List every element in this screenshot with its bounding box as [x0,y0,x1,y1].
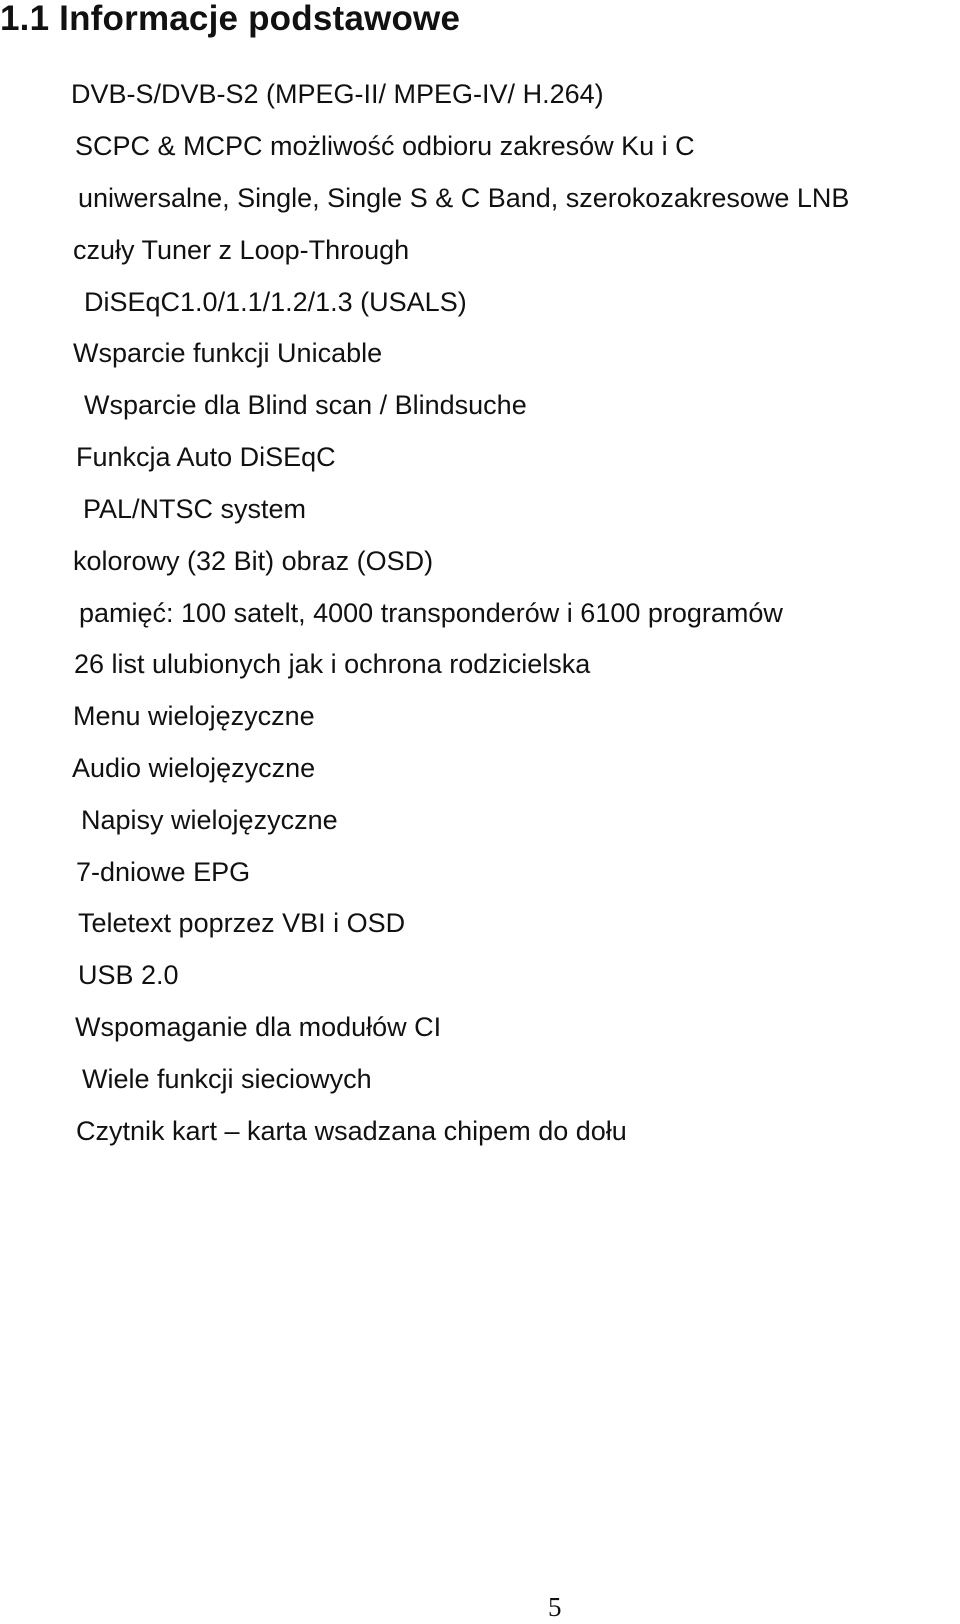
feature-item: Menu wielojęzyczne [73,701,315,731]
feature-item: pamięć: 100 satelt, 4000 transponderów i 6100 programów [79,598,783,628]
feature-item: 26 list ulubionych jak i ochrona rodzicielska [74,649,591,679]
feature-item: DiSEqC1.0/1.1/1.2/1.3 (USALS) [84,287,467,317]
section-title: 1.1 Informacje podstawowe [0,0,461,38]
feature-item: 7-dniowe EPG [76,857,251,887]
feature-item: SCPC & MCPC możliwość odbioru zakresów Ku i C [75,131,695,161]
feature-item: kolorowy (32 Bit) obraz (OSD) [73,546,434,576]
feature-item: PAL/NTSC system [83,494,307,524]
feature-item: Teletext poprzez VBI i OSD [78,908,406,938]
feature-item: Napisy wielojęzyczne [81,805,338,835]
feature-item: Wspomaganie dla modułów CI [75,1012,442,1042]
feature-item: DVB-S/DVB-S2 (MPEG-II/ MPEG-IV/ H.264) [71,79,604,109]
feature-item: USB 2.0 [78,960,179,990]
feature-item: Funkcja Auto DiSEqC [76,442,336,472]
feature-item: Audio wielojęzyczne [72,753,316,783]
feature-item: Wsparcie dla Blind scan / Blindsuche [84,390,527,420]
feature-item: czuły Tuner z Loop-Through [73,235,410,265]
feature-item: Czytnik kart – karta wsadzana chipem do dołu [76,1116,627,1146]
feature-item: Wiele funkcji sieciowych [82,1064,372,1094]
page-number: 5 [548,1592,562,1622]
feature-item: uniwersalne, Single, Single S & C Band, szerokozakresowe LNB [78,183,850,213]
feature-item: Wsparcie funkcji Unicable [73,338,383,368]
